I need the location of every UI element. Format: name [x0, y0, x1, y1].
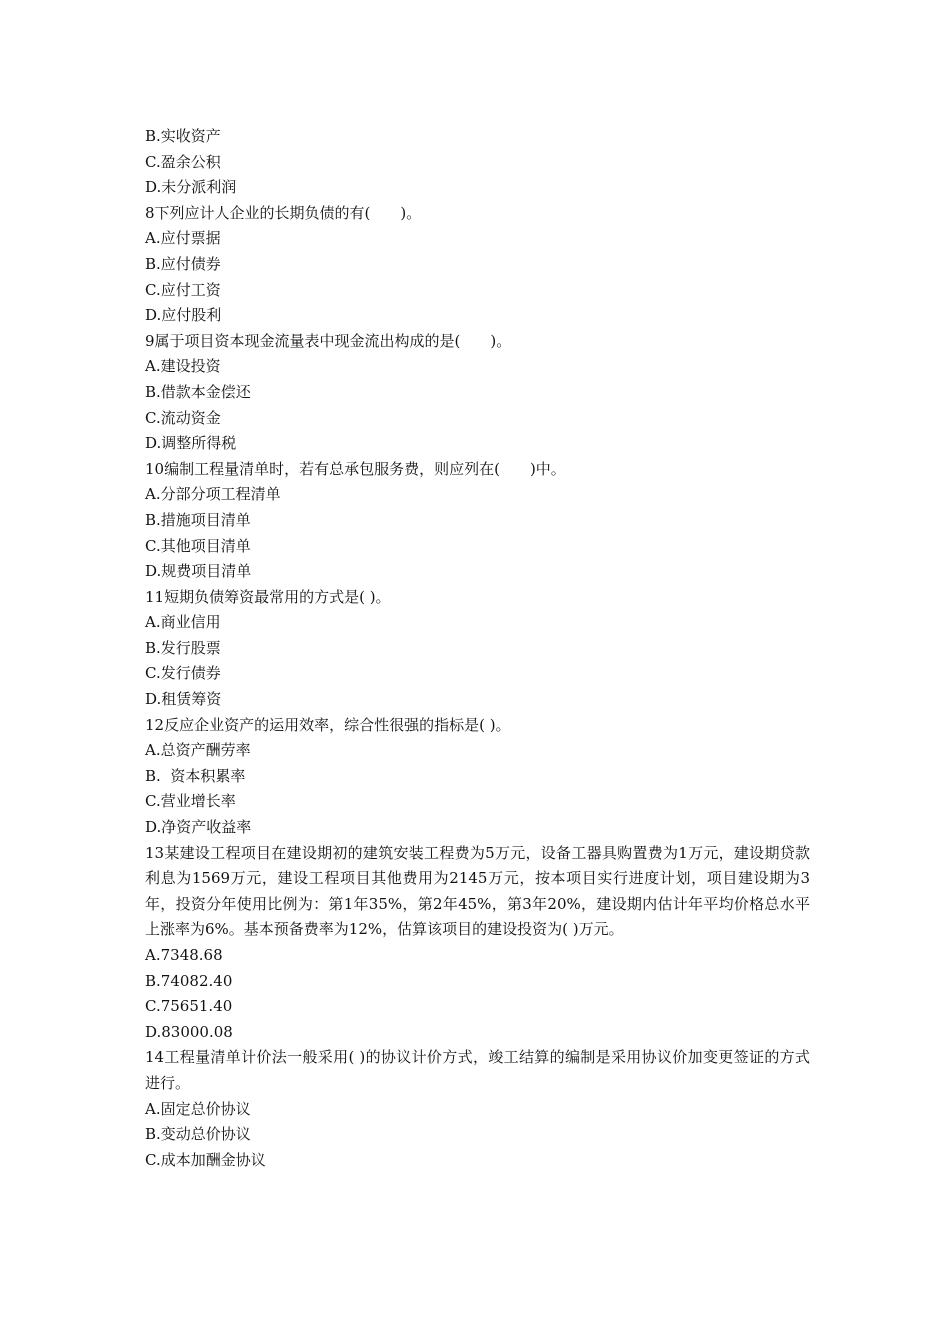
option-line: B.实收资产	[145, 127, 221, 145]
option-line: D.规费项目清单	[145, 562, 252, 581]
option-line: C.应付工资	[145, 280, 221, 299]
question-line: 10编制工程量清单时，若有总承包服务费，则应列在( )中。	[145, 459, 566, 478]
option-line: B. 资本积累率	[145, 766, 246, 785]
question-13-text: 13某建设工程项目在建设期初的建筑安装工程费为5万元，设备工器具购置费为1万元，建设期贷款利息为1569万元，建设工程项目其他费用为2145万元，按本项目实行进度计划，项目建设期为3年，投资分年使用比例为：第1年35%，第2年45%，第3年20%，建设期内估计年平均价格总水平上涨率为6%。基本预备费率为12%，估算该项目的建设投资为( )万元。	[145, 843, 810, 939]
option-line: D.调整所得税	[145, 434, 237, 453]
question-14-text: 14工程量清单计价法一般采用( )的协议计价方式，竣工结算的编制是采用协议价加变更签证的方式进行。	[145, 1048, 810, 1092]
option-line: A.分部分项工程清单	[145, 485, 281, 504]
option-line: A.应付票据	[145, 229, 221, 248]
question-line: 9属于项目资本现金流量表中现金流出构成的是( )。	[145, 331, 512, 350]
q14-option: B.变动总价协议	[145, 1125, 251, 1144]
option-line: C.其他项目清单	[145, 536, 251, 555]
option-line: B.应付债券	[145, 254, 221, 273]
option-line: B.措施项目清单	[145, 510, 251, 529]
option-line: A.总资产酬劳率	[145, 741, 251, 760]
option-line: C.流动资金	[145, 408, 221, 427]
question-line: 12反应企业资产的运用效率，综合性很强的指标是( )。	[145, 715, 511, 734]
q14-option: A.固定总价协议	[145, 1099, 251, 1118]
q14-option: C.成本加酬金协议	[145, 1150, 266, 1169]
option-line: B.发行股票	[145, 638, 221, 657]
option-line: B.借款本金偿还	[145, 382, 251, 401]
option-line: D.未分派利润	[145, 178, 237, 197]
q13-option: B.74082.40	[145, 971, 233, 990]
q13-option: D.83000.08	[145, 1022, 233, 1041]
option-line: C.盈余公积	[145, 152, 221, 171]
document-page	[145, 124, 810, 1173]
option-line: A.商业信用	[145, 613, 221, 632]
option-line: A.建设投资	[145, 357, 221, 376]
option-line: D.应付股利	[145, 306, 222, 325]
question-line: 11短期负债筹资最常用的方式是( )。	[145, 587, 391, 606]
q13-option: C.75651.40	[145, 997, 233, 1016]
option-line: D.净资产收益率	[145, 818, 252, 837]
q13-option: A.7348.68	[145, 946, 223, 964]
option-line: C.营业增长率	[145, 792, 236, 811]
option-line: C.发行债券	[145, 664, 221, 683]
option-line: D.租赁筹资	[145, 690, 222, 709]
question-line: 8下列应计人企业的长期负债的有( )。	[145, 203, 422, 222]
